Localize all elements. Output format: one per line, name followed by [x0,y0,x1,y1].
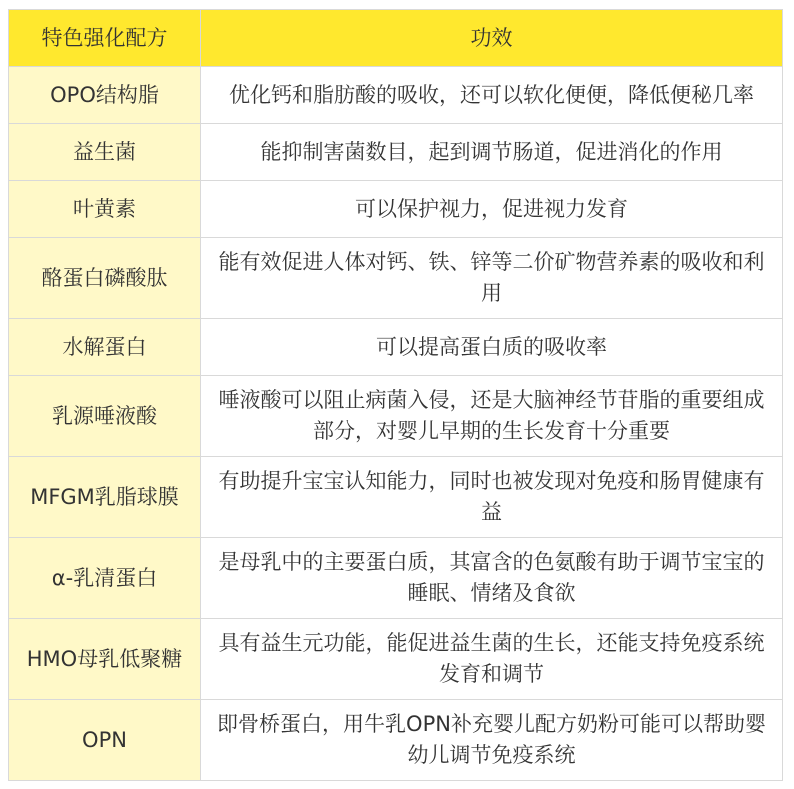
formula-effect: 具有益生元功能，能促进益生菌的生长，还能支持免疫系统发育和调节 [201,619,783,700]
table-row [9,538,783,619]
header-row [9,10,783,67]
table-row [9,124,783,181]
formula-effect: 能抑制害菌数目，起到调节肠道，促进消化的作用 [201,124,783,181]
table-row [9,457,783,538]
formula-table [8,9,783,781]
header-formula: 特色强化配方 [9,10,201,67]
formula-effect: 唾液酸可以阻止病菌入侵，还是大脑神经节苷脂的重要组成部分，对婴儿早期的生长发育十分重要 [201,376,783,457]
table-row [9,319,783,376]
table-row [9,376,783,457]
formula-effect: 是母乳中的主要蛋白质，其富含的色氨酸有助于调节宝宝的睡眠、情绪及食欲 [201,538,783,619]
formula-name: 酪蛋白磷酸肽 [9,238,201,319]
formula-name: OPO结构脂 [9,67,201,124]
formula-name: α-乳清蛋白 [9,538,201,619]
formula-name: 益生菌 [9,124,201,181]
formula-table-container [8,9,782,781]
formula-name: MFGM乳脂球膜 [9,457,201,538]
formula-name: 水解蛋白 [9,319,201,376]
table-row [9,700,783,781]
formula-effect: 优化钙和脂肪酸的吸收，还可以软化便便，降低便秘几率 [201,67,783,124]
formula-name: 叶黄素 [9,181,201,238]
formula-effect: 能有效促进人体对钙、铁、锌等二价矿物营养素的吸收和利用 [201,238,783,319]
formula-effect: 可以保护视力，促进视力发育 [201,181,783,238]
formula-effect: 可以提高蛋白质的吸收率 [201,319,783,376]
formula-name: 乳源唾液酸 [9,376,201,457]
formula-name: HMO母乳低聚糖 [9,619,201,700]
table-row [9,67,783,124]
table-row [9,238,783,319]
header-effect: 功效 [201,10,783,67]
formula-effect: 有助提升宝宝认知能力，同时也被发现对免疫和肠胃健康有益 [201,457,783,538]
formula-effect: 即骨桥蛋白，用牛乳OPN补充婴儿配方奶粉可能可以帮助婴幼儿调节免疫系统 [201,700,783,781]
table-row [9,619,783,700]
formula-name: OPN [9,700,201,781]
table-row [9,181,783,238]
